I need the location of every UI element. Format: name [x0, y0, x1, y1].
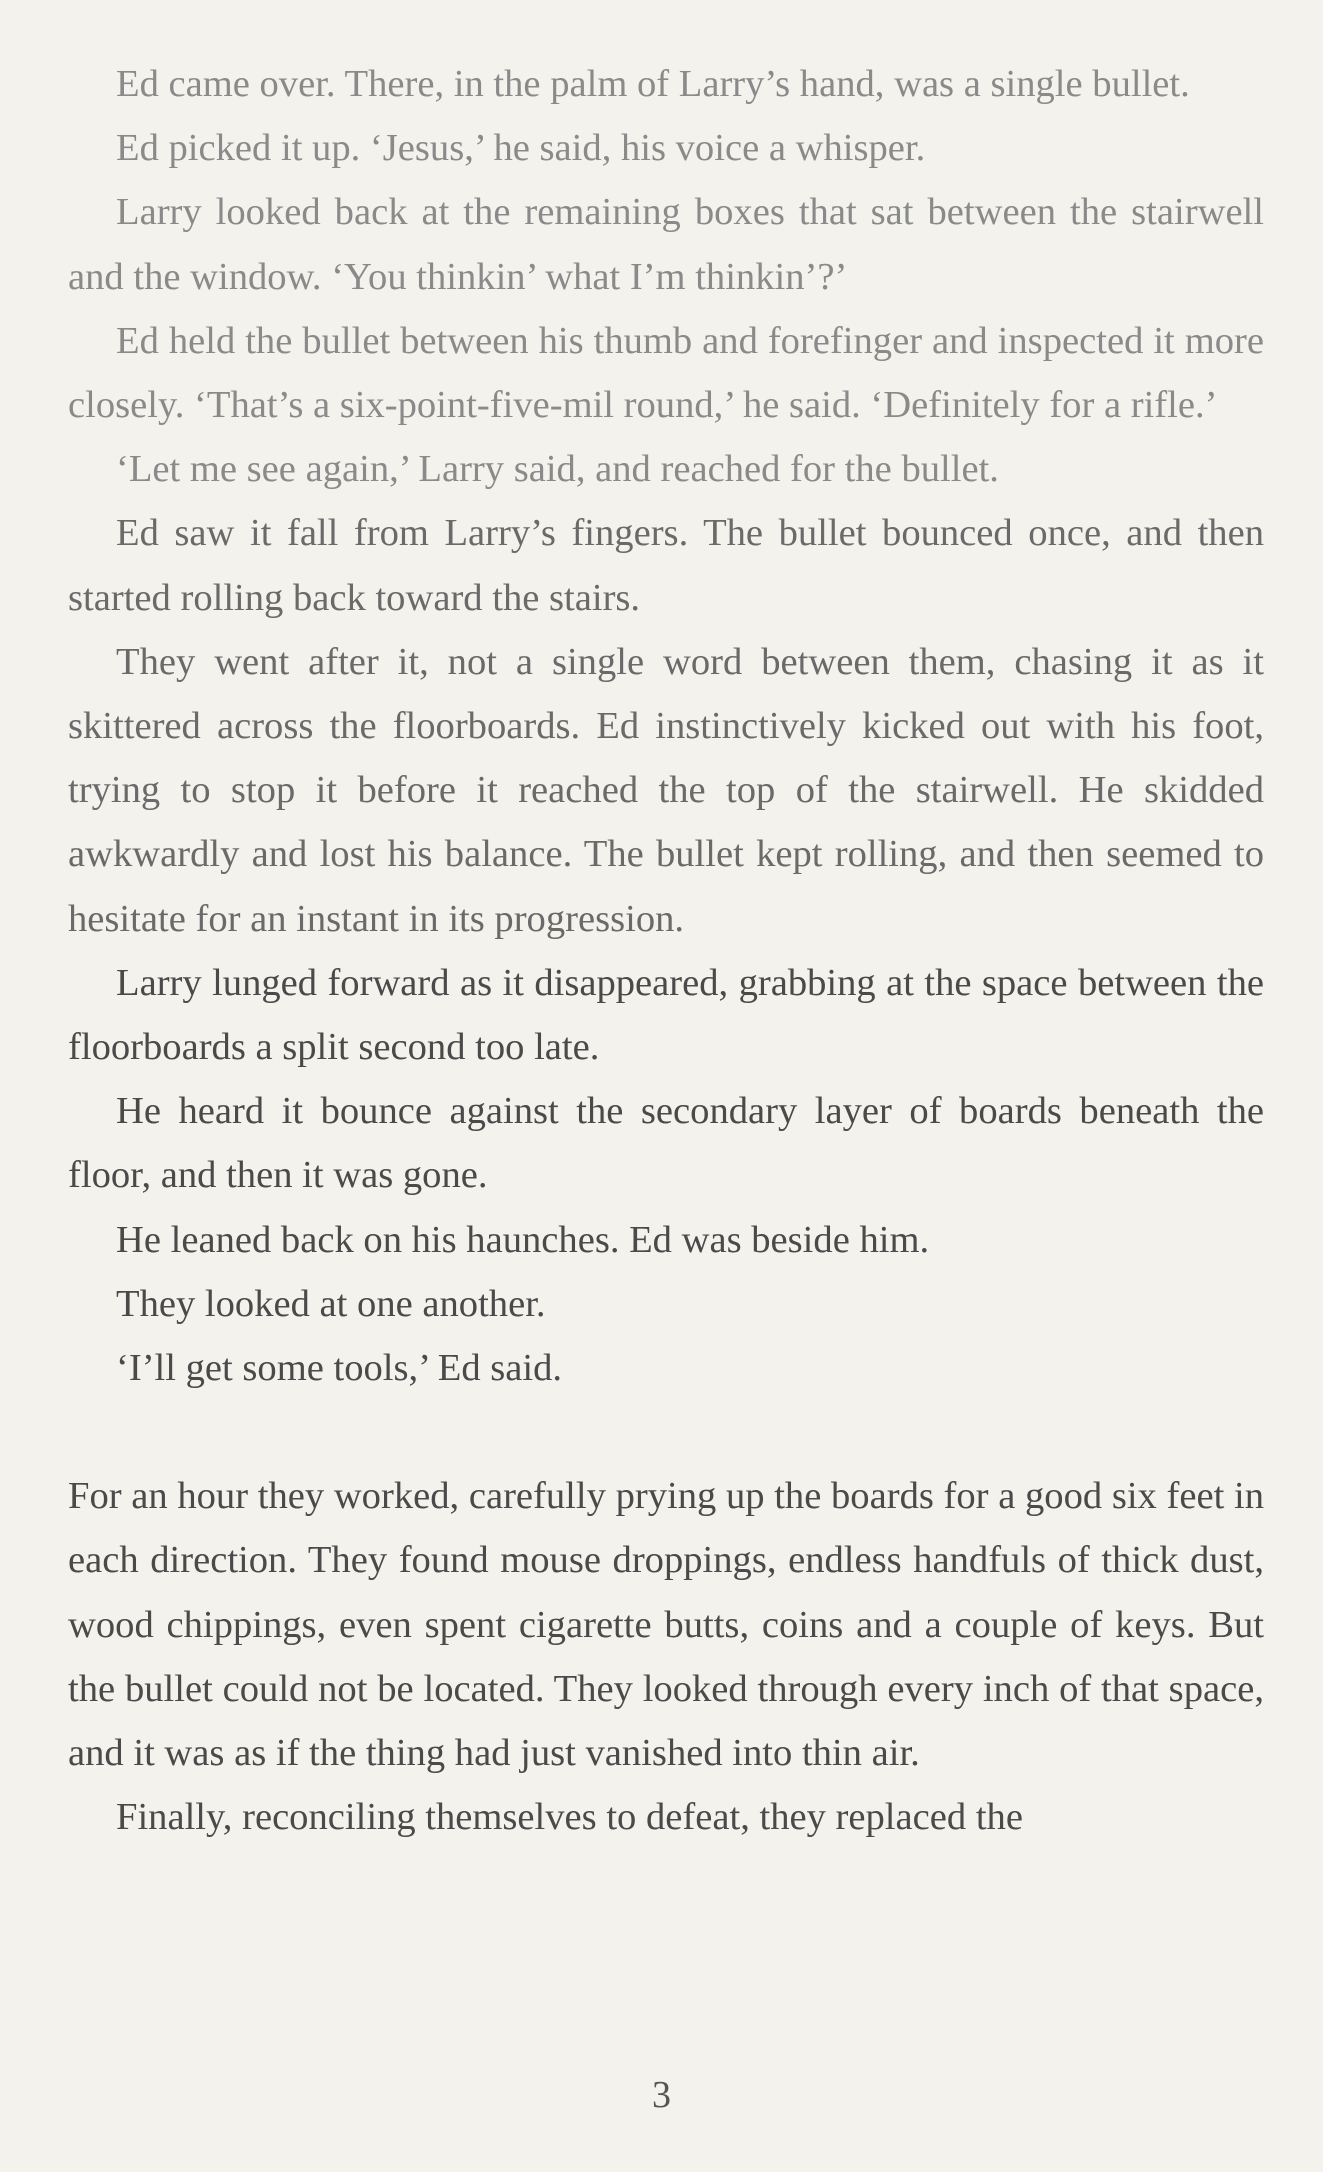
page-number: 3	[652, 2074, 671, 2116]
paragraph-9: He heard it bounce against the secondary layer of boards beneath the floor, and then it was gone.	[68, 1090, 1264, 1197]
paragraph-11: They looked at one another.	[116, 1282, 546, 1325]
paragraph-13: For an hour they worked, carefully prying up the boards for a good six feet in each direction. They found mouse droppings, endless handfuls of thick dust, wood chippings, even spent cigarette butts, coins and a couple of keys. But the bullet could not be located. They looked through every inch of that space, and it was as if the thing had just vanished into thin air.	[68, 1475, 1264, 1775]
page-body-text	[68, 52, 1264, 1849]
paragraph-4: Ed held the bullet between his thumb and forefinger and inspected it more closely. ‘That’s a six-point-five-mil round,’ he said. ‘Definitely for a rifle.’	[68, 319, 1264, 427]
paragraph-14: Finally, reconciling themselves to defeat, they replaced the	[116, 1796, 1023, 1839]
paragraph-12: ‘I’ll get some tools,’ Ed said.	[116, 1347, 563, 1390]
paragraph-10: He leaned back on his haunches. Ed was beside him.	[116, 1218, 930, 1261]
paragraph-8: Larry lunged forward as it disappeared, grabbing at the space between the floorboards a split second too late.	[68, 961, 1264, 1069]
paragraph-1: Ed came over. There, in the palm of Larry’s hand, was a single bullet.	[116, 63, 1190, 105]
paragraph-2: Ed picked it up. ‘Jesus,’ he said, his voice a whisper.	[116, 127, 926, 170]
paragraph-5: ‘Let me see again,’ Larry said, and reached for the bullet.	[116, 448, 999, 491]
paragraph-3: Larry looked back at the remaining boxes that sat between the stairwell and the window. ‘You thinkin’ what I’m thinkin’?’	[68, 191, 1264, 298]
paragraph-7: They went after it, not a single word between them, chasing it as it skittered across the floorboards. Ed instinctively kicked out with his foot, trying to stop it before it reached the top of the stairwell. He skidded awkwardly and lost his balance. The bullet kept rolling, and then seemed to hesitate for an instant in its progression.	[68, 640, 1264, 940]
paragraph-6: Ed saw it fall from Larry’s fingers. The bullet bounced once, and then started rolling back toward the stairs.	[68, 512, 1264, 619]
